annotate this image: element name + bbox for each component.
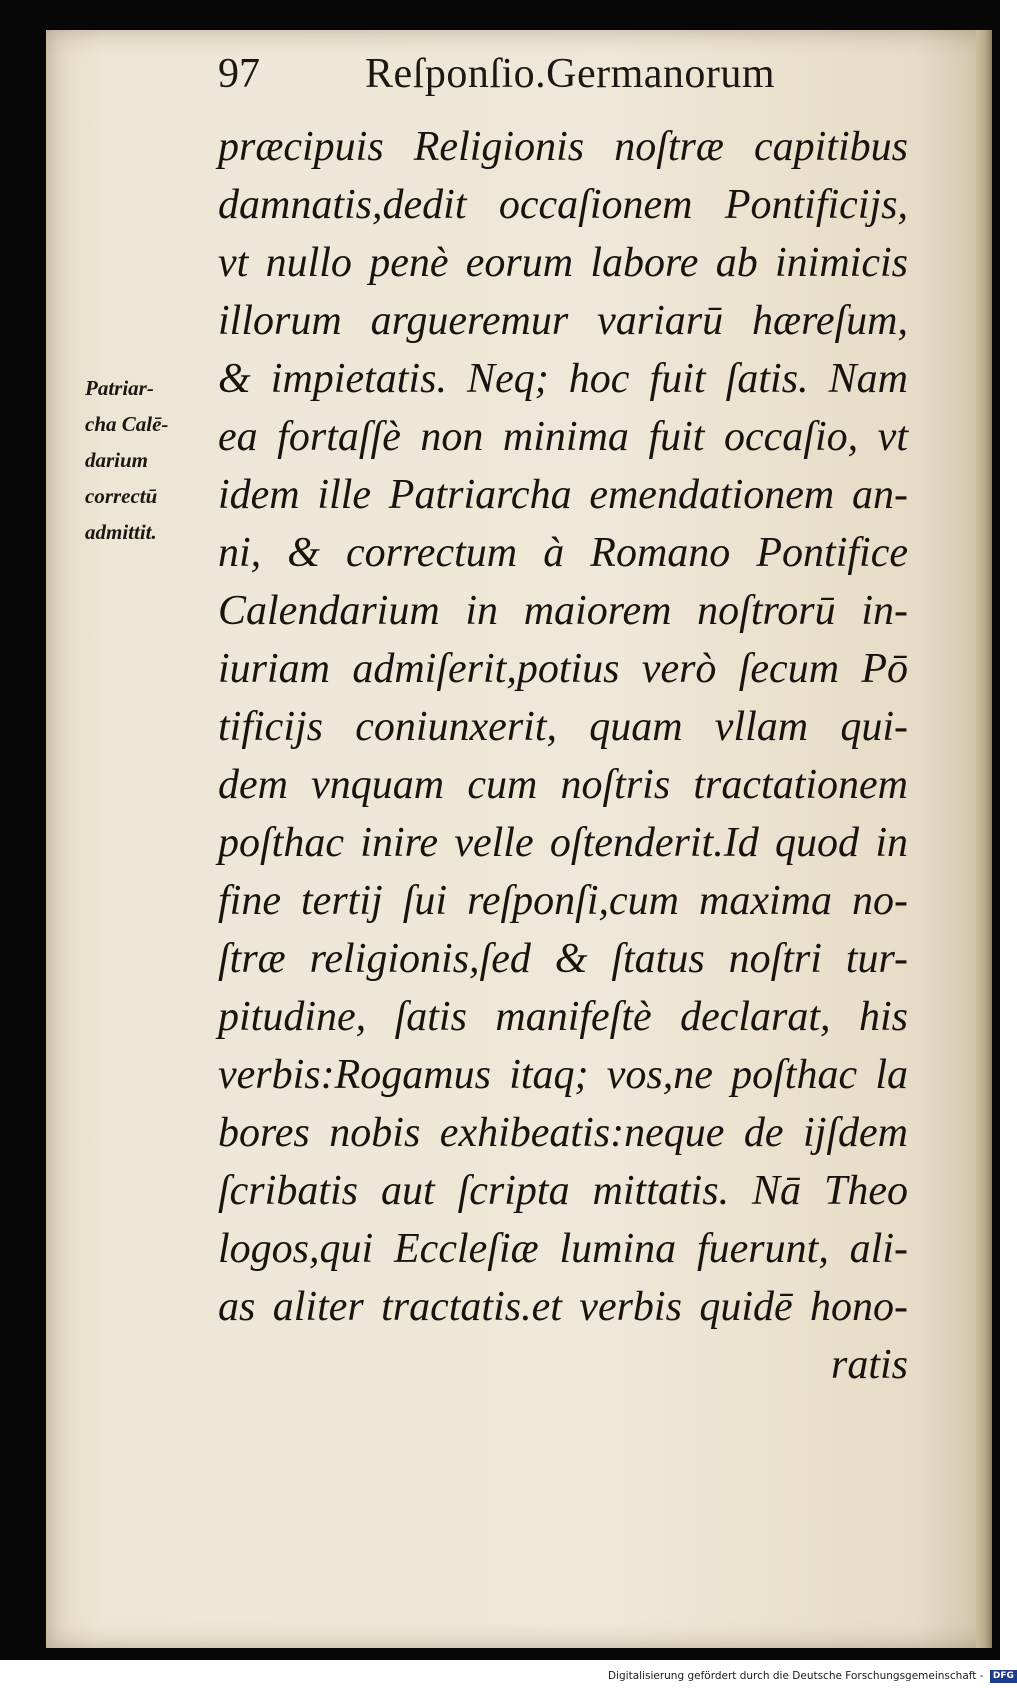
page-header xyxy=(218,50,878,110)
text-line: bores nobis exhibeatis:neque de ijſdem xyxy=(218,1110,908,1156)
text-line: dem vnquam cum noſtris tractationem xyxy=(218,762,908,808)
text-line: verbis:Rogamus itaq; vos,ne poſthac la xyxy=(218,1052,908,1098)
text-line: fine tertij ſui reſponſi,cum maxima no- xyxy=(218,878,908,924)
margin-note-line: correctū xyxy=(85,484,158,508)
text-line: præcipuis Religionis noſtræ capitibus xyxy=(218,124,908,170)
credit-text: Digitalisierung gefördert durch die Deutsche Forschungsgemeinschaft - xyxy=(608,1670,984,1682)
text-line: pitudine, ſatis manifeſtè declarat, his xyxy=(218,994,908,1040)
digitization-credit xyxy=(608,1668,1014,1684)
text-line: ſtræ religionis,ſed & ſtatus noſtri tur- xyxy=(218,936,908,982)
catchword: ratis xyxy=(830,1342,908,1388)
text-line: iuriam admiſerit,potius verò ſecum Pō xyxy=(218,646,908,692)
text-line: vt nullo penè eorum labore ab inimicis xyxy=(218,240,908,286)
text-line: ſcribatis aut ſcripta mittatis. Nā Theo xyxy=(218,1168,908,1214)
text-line: tificijs coniunxerit, quam vllam qui- xyxy=(218,704,908,750)
text-line: as aliter tractatis.et verbis quidē hono- xyxy=(218,1284,908,1330)
text-line: & impietatis. Neq; hoc fuit ſatis. Nam xyxy=(218,356,908,402)
text-line: ni, & correctum à Romano Pontifice xyxy=(218,530,908,576)
text-line: logos,qui Eccleſiæ lumina fuerunt, ali- xyxy=(218,1226,908,1272)
margin-note-line: darium xyxy=(85,448,149,472)
text-line: idem ille Patriarcha emendationem an- xyxy=(218,472,908,518)
page-edge xyxy=(976,30,992,1648)
text-line: damnatis,dedit occaſionem Pontificijs, xyxy=(218,182,908,228)
text-line: poſthac inire velle oſtenderit.Id quod in xyxy=(218,820,908,866)
text-line: Calendarium in maiorem noſtrorū in- xyxy=(218,588,908,634)
text-line: illorum argueremur variarū hæreſum, xyxy=(218,298,908,344)
text-line: ea fortaſſè non minima fuit occaſio, vt xyxy=(218,414,908,460)
marginal-note xyxy=(85,370,210,550)
page-number: 97 xyxy=(218,51,260,97)
margin-note-line: Patriar- xyxy=(85,376,154,400)
running-title: Reſponſio.Germanorum xyxy=(365,51,776,97)
margin-note-line: cha Calē- xyxy=(85,412,169,436)
margin-note-line: admittit. xyxy=(85,520,157,544)
dfg-logo: DFG xyxy=(990,1670,1017,1683)
body-text xyxy=(218,118,908,1394)
